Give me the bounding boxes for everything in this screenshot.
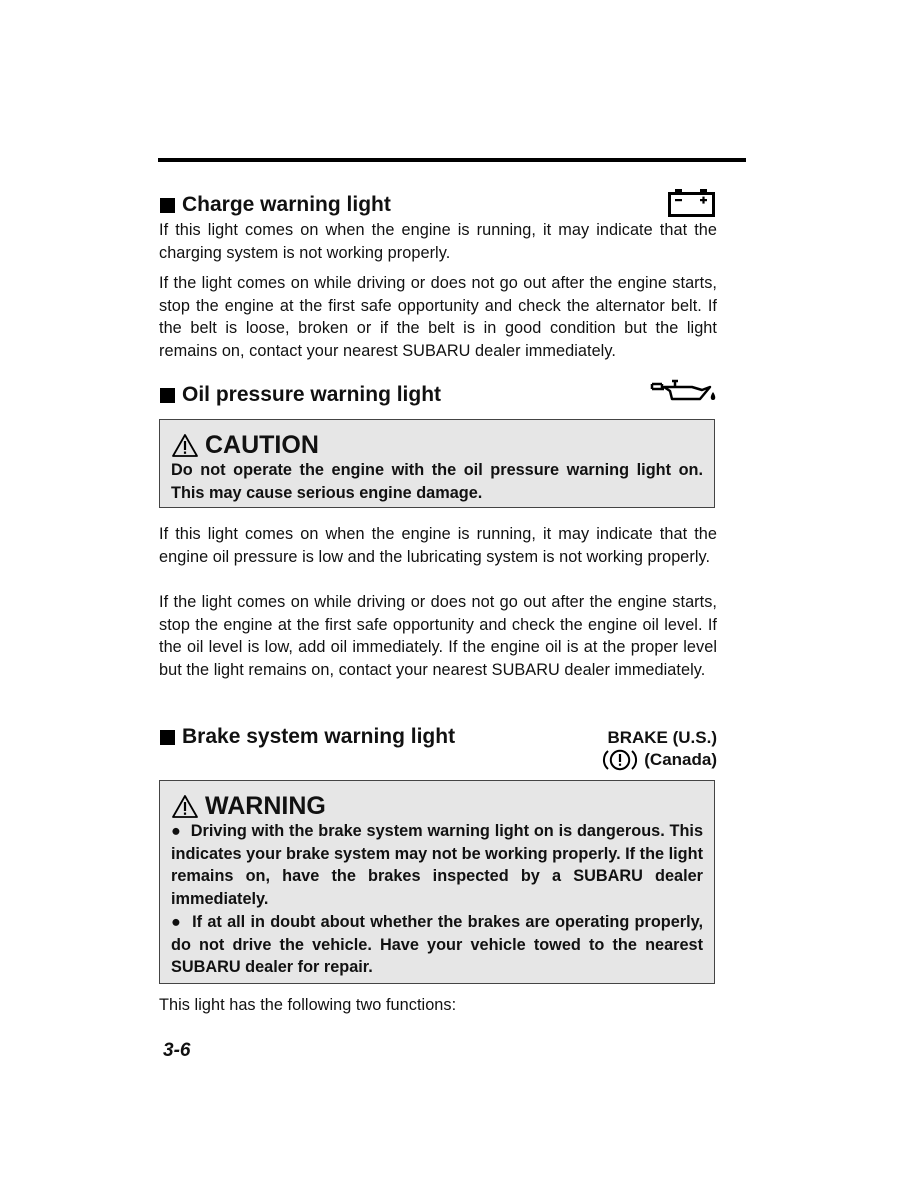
heading-text: Oil pressure warning light xyxy=(182,383,442,406)
heading-text: Charge warning light xyxy=(182,193,391,216)
brake-paragraph-1: This light has the following two functions: xyxy=(159,996,457,1014)
bullet-dot: ● xyxy=(171,822,191,840)
top-rule xyxy=(158,158,746,162)
caution-title-text: CAUTION xyxy=(205,431,319,459)
warning-title xyxy=(171,792,703,820)
charge-paragraph-2: If the light comes on while driving or does not go out after the engine starts, stop the engine at the first safe opportunity and check the alternator belt. If the belt is loose, broken or if the belt is in good condition but the light remains on, contact your nearest SUBARU dealer immediately. xyxy=(159,274,717,361)
brake-circle-icon xyxy=(602,749,638,771)
bullet-square xyxy=(160,730,175,745)
warning-triangle-icon xyxy=(171,794,199,819)
oil-can-icon xyxy=(650,379,718,403)
warning-bullet-1 xyxy=(171,820,703,911)
bullet-square xyxy=(160,388,175,403)
oil-paragraph-1: If this light comes on when the engine is running, it may indicate that the engine oil pressure is low and the lubricating system is not working properly. xyxy=(159,525,717,566)
section-heading-charge xyxy=(159,193,391,217)
canada-label-text: (Canada) xyxy=(644,750,717,769)
caution-box xyxy=(159,419,715,508)
warning-triangle-icon xyxy=(171,433,199,458)
charge-paragraph-1: If this light comes on when the engine is running, it may indicate that the charging system is not working properly. xyxy=(159,221,717,262)
brake-label-us: BRAKE (U.S.) xyxy=(607,728,717,747)
brake-label-canada xyxy=(602,749,717,771)
caution-text: Do not operate the engine with the oil pressure warning light on. This may cause serious engine damage. xyxy=(171,461,703,502)
bullet-text: If at all in doubt about whether the brakes are operating properly, do not drive the vehicle. Have your vehicle towed to the nearest SUBARU dealer for repair. xyxy=(171,912,703,977)
caution-title xyxy=(171,431,703,459)
oil-paragraph-2: If the light comes on while driving or does not go out after the engine starts, stop the engine at the first safe opportunity and check the engine oil level. If the oil level is low, add oil immediately. If the engine oil is at the proper level but the light remains on, contact your nearest SUBARU dealer immediately. xyxy=(159,593,717,680)
section-heading-oil xyxy=(159,383,441,407)
heading-text: Brake system warning light xyxy=(182,725,456,748)
warning-title-text: WARNING xyxy=(205,792,326,820)
bullet-square xyxy=(160,198,175,213)
page-number: 3-6 xyxy=(163,1040,191,1061)
section-heading-brake xyxy=(159,725,455,749)
battery-icon xyxy=(668,188,716,218)
bullet-text: Driving with the brake system warning light on is dangerous. This indicates your brake system may not be working properly. If the light remains on, have the brakes inspected by a SUBARU dealer immediately. xyxy=(171,822,703,909)
warning-bullet-2 xyxy=(171,911,703,979)
bullet-dot: ● xyxy=(171,912,193,931)
warning-box xyxy=(159,780,715,984)
